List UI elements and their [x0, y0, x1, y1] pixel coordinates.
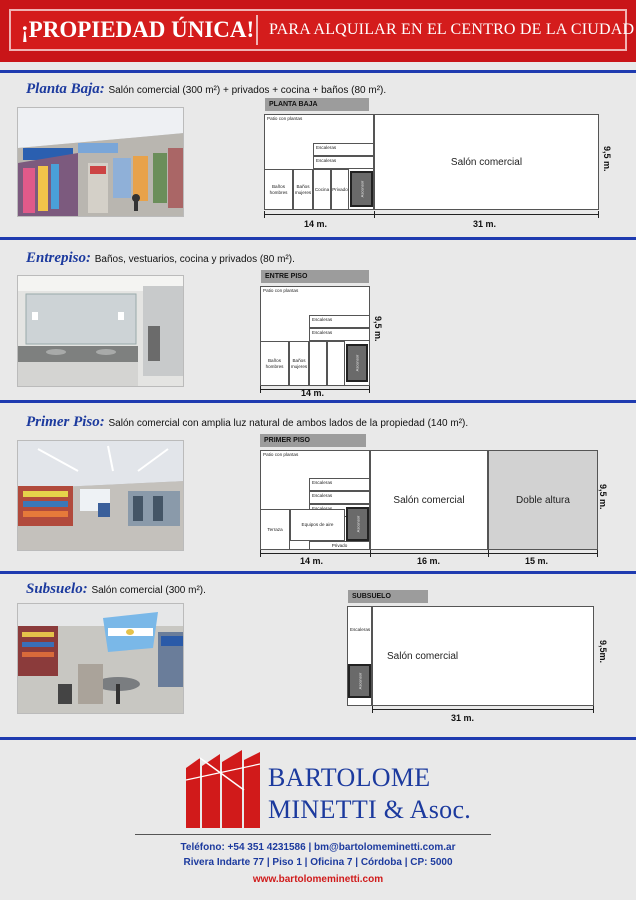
section-divider	[0, 70, 636, 73]
floor-plan-subsuelo	[346, 590, 616, 730]
brand-name-line1: BARTOLOME	[268, 763, 431, 792]
room-escaleras: Escaleras	[309, 478, 370, 491]
header-banner	[0, 0, 636, 62]
dimension-tick	[597, 550, 598, 557]
section-description: Baños, vestuarios, cocina y privados (80 m²).	[94, 254, 295, 265]
dimension-width-1: 14 m.	[300, 556, 324, 566]
room-empty	[327, 341, 345, 386]
floor-plan-entrepiso	[259, 270, 399, 404]
photo-subsuelo	[17, 603, 184, 714]
brand-name-line2: MINETTI & Asoc.	[268, 795, 472, 824]
contact-phone-email[interactable]: Teléfono: +54 351 4231586 | bm@bartolomeminetti.com.ar	[180, 842, 456, 853]
dimension-tick	[374, 211, 375, 218]
photo-primer-piso	[17, 440, 184, 551]
dimension-tick	[260, 550, 261, 557]
dimension-width-1: 14 m.	[301, 388, 325, 398]
section-divider	[0, 737, 636, 740]
section-divider	[0, 571, 636, 574]
elevator-icon: Ascensor	[350, 171, 373, 207]
room-doble-altura: Doble altura	[488, 450, 598, 550]
room-privado: Privado	[309, 541, 370, 550]
section-title-subsuelo: Subsuelo: Salón comercial (300 m²).	[26, 581, 206, 597]
room-escaleras: Escaleras	[313, 156, 374, 169]
dimension-height: 9,5 m.	[373, 316, 383, 342]
plan-label: PLANTA BAJA	[265, 98, 369, 111]
dimension-line	[372, 709, 594, 710]
room-banos-hombres: Baños hombres	[264, 169, 293, 210]
photo-planta-baja	[17, 107, 184, 217]
dimension-tick	[264, 211, 265, 218]
dimension-line	[260, 553, 598, 554]
section-description: Salón comercial (300 m²) + privados + cocina + baños (80 m²).	[108, 85, 387, 96]
dimension-width-3: 15 m.	[525, 556, 549, 566]
room-empty	[309, 341, 327, 386]
elevator-icon: Ascensor	[346, 507, 369, 541]
dimension-height: 9,5 m.	[598, 484, 608, 510]
footer-divider	[135, 834, 491, 835]
dimension-tick	[370, 550, 371, 557]
dimension-height: 9,5m.	[598, 640, 608, 664]
section-divider	[0, 237, 636, 240]
header-frame	[9, 9, 635, 51]
room-salon-comercial: Salón comercial	[372, 606, 594, 706]
room-escaleras: Escaleras	[313, 143, 374, 156]
room-salon-comercial: Salón comercial	[374, 114, 599, 210]
room-terraza: Terraza	[260, 509, 290, 550]
dimension-tick	[260, 386, 261, 393]
room-cocina: Cocina	[313, 169, 331, 210]
dimension-tick	[593, 706, 594, 713]
room-equipos-aire: Equipos de aire	[290, 509, 345, 541]
section-title-primer-piso: Primer Piso: Salón comercial con amplia luz natural de ambos lados de la propiedad (140 m²).	[26, 414, 469, 430]
plan-label: ENTRE PISO	[261, 270, 369, 283]
room-escaleras: Escaleras	[347, 606, 372, 706]
floor-plan-planta-baja	[263, 98, 613, 230]
header-divider	[256, 15, 258, 45]
dimension-width-1: 14 m.	[304, 219, 328, 229]
page-subtitle: PARA ALQUILAR EN EL CENTRO DE LA CIUDAD	[269, 21, 635, 38]
room-salon-comercial: Salón comercial	[370, 450, 488, 550]
dimension-tick	[372, 706, 373, 713]
contact-address: Rivera Indarte 77 | Piso 1 | Oficina 7 | Córdoba | CP: 5000	[183, 857, 453, 868]
floor-plan-primer-piso	[259, 434, 609, 570]
building-logo-icon	[186, 750, 260, 833]
section-description: Salón comercial (300 m²).	[91, 585, 206, 596]
section-title-planta-baja: Planta Baja: Salón comercial (300 m²) + privados + cocina + baños (80 m²).	[26, 81, 387, 97]
website-link[interactable]: www.bartolomeminetti.com	[252, 874, 384, 885]
dimension-line	[264, 214, 599, 215]
dimension-tick	[598, 211, 599, 218]
photo-entrepiso	[17, 275, 184, 387]
plan-label: SUBSUELO	[348, 590, 428, 603]
elevator-icon: Ascensor	[348, 664, 371, 698]
room-banos-hombres: Baños hombres	[260, 341, 289, 386]
section-description: Salón comercial con amplia luz natural de ambos lados de la propiedad (140 m²).	[108, 418, 469, 429]
dimension-width-1: 31 m.	[451, 713, 475, 723]
dimension-width-2: 16 m.	[417, 556, 441, 566]
room-banos-mujeres: Baños mujeres	[289, 341, 309, 386]
elevator-icon: Ascensor	[346, 344, 368, 382]
section-title-entrepiso: Entrepiso: Baños, vestuarios, cocina y privados (80 m²).	[26, 250, 295, 266]
room-patio: Patio con plantas	[260, 286, 370, 386]
section-divider	[0, 400, 636, 403]
room-privado: Privado	[331, 169, 349, 210]
room-patio: Patio con plantas	[260, 450, 370, 550]
room-escaleras: Escaleras	[309, 491, 370, 504]
dimension-width-2: 31 m.	[473, 219, 497, 229]
dimension-height: 9,5 m.	[602, 146, 612, 172]
page-title: ¡PROPIEDAD ÚNICA!	[21, 17, 255, 42]
room-escaleras: Escaleras	[309, 328, 370, 341]
room-patio: Patio con plantas	[264, 114, 374, 210]
dimension-tick	[488, 550, 489, 557]
plan-label: PRIMER PISO	[260, 434, 366, 447]
room-escaleras: Escaleras	[309, 315, 370, 328]
dimension-tick	[369, 386, 370, 393]
room-banos-mujeres: Baños mujeres	[293, 169, 313, 210]
